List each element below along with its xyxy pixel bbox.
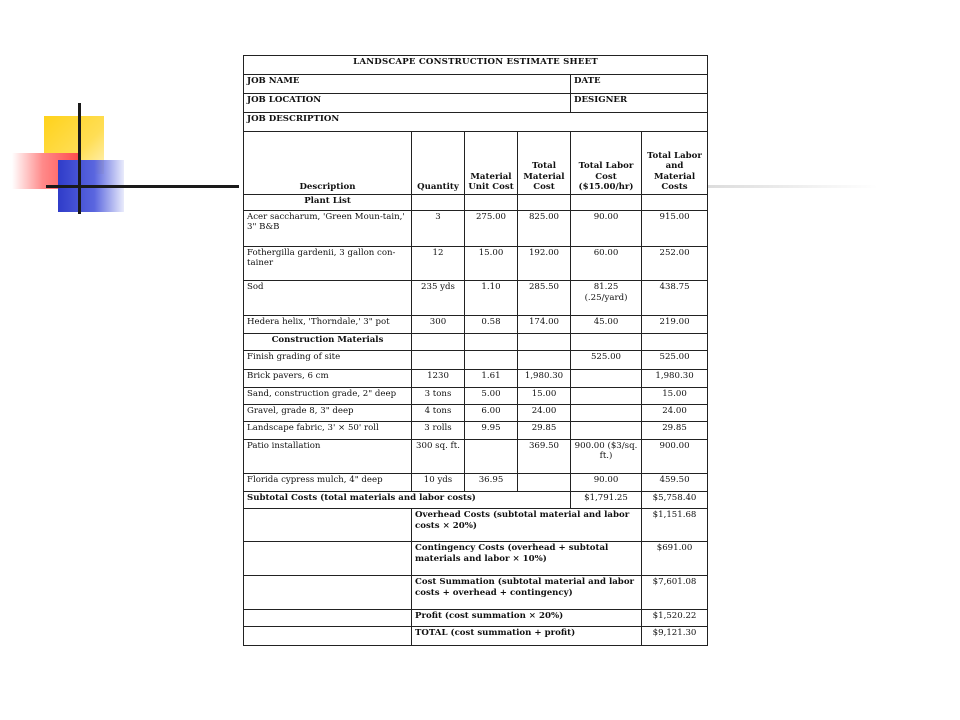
row-quantity: 300 sq. ft.: [412, 439, 465, 473]
row-quantity: 300: [412, 316, 465, 334]
header-total-material-cost: Total Material Cost: [518, 132, 571, 194]
row-unit-cost: [465, 351, 518, 369]
row-description: Gravel, grade 8, 3" deep: [244, 404, 412, 421]
table-row: [244, 369, 708, 387]
row-labor-cost: 60.00: [571, 246, 642, 280]
row-quantity: 3 rolls: [412, 421, 465, 439]
row-description: Brick pavers, 6 cm: [244, 369, 412, 387]
row-unit-cost: [465, 439, 518, 473]
row-labor-cost: [571, 404, 642, 421]
row-quantity: 235 yds: [412, 281, 465, 316]
summary-blank-cell: [244, 542, 412, 576]
column-header-row: [244, 132, 708, 194]
row-labor-cost: [571, 387, 642, 404]
row-description: Acer saccharum, 'Green Moun-tain,' 3" B&B: [244, 210, 412, 246]
row-description: Finish grading of site: [244, 351, 412, 369]
summary-row: [244, 609, 708, 626]
construction-materials-heading: Construction Materials: [244, 334, 412, 351]
summary-row: [244, 626, 708, 645]
job-name-label: JOB NAME: [244, 75, 571, 94]
row-labor-cost: 81.25 (.25/yard): [571, 281, 642, 316]
summary-blank-cell: [244, 509, 412, 542]
row-description: Sand, construction grade, 2" deep: [244, 387, 412, 404]
row-material-cost: [518, 351, 571, 369]
row-total-cost: 24.00: [642, 404, 708, 421]
row-labor-cost: 900.00 ($3/sq. ft.): [571, 439, 642, 473]
row-description: Florida cypress mulch, 4" deep: [244, 474, 412, 492]
summary-row: [244, 542, 708, 576]
row-labor-cost: [571, 421, 642, 439]
decorative-fade-line: [708, 185, 878, 188]
subtotal-label: Subtotal Costs (total materials and labor costs): [244, 492, 571, 509]
header-description: Description: [244, 132, 412, 194]
row-quantity: 1230: [412, 369, 465, 387]
summary-blank-cell: [244, 626, 412, 645]
header-quantity: Quantity: [412, 132, 465, 194]
estimate-sheet-table: [243, 55, 708, 646]
summary-label: TOTAL (cost summation + profit): [412, 626, 642, 645]
decorative-horizontal-line: [46, 185, 239, 188]
subtotal-row: [244, 492, 708, 509]
row-total-cost: 15.00: [642, 387, 708, 404]
table-row: [244, 439, 708, 473]
row-labor-cost: 90.00: [571, 474, 642, 492]
row-material-cost: 825.00: [518, 210, 571, 246]
row-description: Patio installation: [244, 439, 412, 473]
summary-blank-cell: [244, 576, 412, 609]
summary-label: Profit (cost summation × 20%): [412, 609, 642, 626]
row-quantity: 10 yds: [412, 474, 465, 492]
table-row: [244, 474, 708, 492]
row-total-cost: 900.00: [642, 439, 708, 473]
subtotal-total-cost: $5,758.40: [642, 492, 708, 509]
table-row: [244, 316, 708, 334]
summary-value: $1,151.68: [642, 509, 708, 542]
sheet-title: LANDSCAPE CONSTRUCTION ESTIMATE SHEET: [244, 56, 708, 75]
row-total-cost: 219.00: [642, 316, 708, 334]
row-description: Fothergilla gardenii, 3 gallon con-tainer: [244, 246, 412, 280]
row-total-cost: 29.85: [642, 421, 708, 439]
row-unit-cost: 9.95: [465, 421, 518, 439]
table-row: [244, 281, 708, 316]
summary-value: $9,121.30: [642, 626, 708, 645]
row-labor-cost: 525.00: [571, 351, 642, 369]
header-total-labor-material: Total Labor and Material Costs: [642, 132, 708, 194]
row-material-cost: 285.50: [518, 281, 571, 316]
summary-label: Overhead Costs (subtotal material and labor costs × 20%): [412, 509, 642, 542]
row-unit-cost: 15.00: [465, 246, 518, 280]
row-quantity: [412, 351, 465, 369]
table-row: [244, 404, 708, 421]
row-quantity: 3 tons: [412, 387, 465, 404]
table-row: [244, 421, 708, 439]
summary-value: $1,520.22: [642, 609, 708, 626]
row-unit-cost: 1.61: [465, 369, 518, 387]
table-row: [244, 210, 708, 246]
row-description: Sod: [244, 281, 412, 316]
row-quantity: 3: [412, 210, 465, 246]
row-material-cost: [518, 474, 571, 492]
row-unit-cost: 36.95: [465, 474, 518, 492]
row-unit-cost: 0.58: [465, 316, 518, 334]
row-quantity: 12: [412, 246, 465, 280]
job-description-label: JOB DESCRIPTION: [244, 113, 708, 132]
job-location-label: JOB LOCATION: [244, 94, 571, 113]
row-total-cost: 1,980.30: [642, 369, 708, 387]
row-total-cost: 915.00: [642, 210, 708, 246]
summary-blank-cell: [244, 609, 412, 626]
row-labor-cost: 45.00: [571, 316, 642, 334]
header-material-unit-cost: Material Unit Cost: [465, 132, 518, 194]
row-material-cost: 174.00: [518, 316, 571, 334]
decorative-vertical-line: [78, 103, 81, 214]
table-row: [244, 351, 708, 369]
header-total-labor-cost: Total Labor Cost ($15.00/hr): [571, 132, 642, 194]
row-labor-cost: 90.00: [571, 210, 642, 246]
row-unit-cost: 5.00: [465, 387, 518, 404]
row-material-cost: 192.00: [518, 246, 571, 280]
row-material-cost: 369.50: [518, 439, 571, 473]
summary-value: $7,601.08: [642, 576, 708, 609]
row-unit-cost: 1.10: [465, 281, 518, 316]
plant-list-heading: Plant List: [244, 194, 412, 210]
table-row: [244, 246, 708, 280]
row-quantity: 4 tons: [412, 404, 465, 421]
summary-row: [244, 509, 708, 542]
table-row: [244, 387, 708, 404]
summary-label: Cost Summation (subtotal material and labor costs + overhead + contingency): [412, 576, 642, 609]
date-label: DATE: [571, 75, 708, 94]
summary-label: Contingency Costs (overhead + subtotal materials and labor × 10%): [412, 542, 642, 576]
designer-label: DESIGNER: [571, 94, 708, 113]
row-material-cost: 15.00: [518, 387, 571, 404]
row-total-cost: 438.75: [642, 281, 708, 316]
summary-value: $691.00: [642, 542, 708, 576]
row-labor-cost: [571, 369, 642, 387]
row-total-cost: 525.00: [642, 351, 708, 369]
row-description: Hedera helix, 'Thorndale,' 3" pot: [244, 316, 412, 334]
summary-row: [244, 576, 708, 609]
row-material-cost: 1,980.30: [518, 369, 571, 387]
row-material-cost: 29.85: [518, 421, 571, 439]
row-unit-cost: 6.00: [465, 404, 518, 421]
row-unit-cost: 275.00: [465, 210, 518, 246]
row-total-cost: 252.00: [642, 246, 708, 280]
row-total-cost: 459.50: [642, 474, 708, 492]
row-description: Landscape fabric, 3' × 50' roll: [244, 421, 412, 439]
row-material-cost: 24.00: [518, 404, 571, 421]
subtotal-labor-cost: $1,791.25: [571, 492, 642, 509]
